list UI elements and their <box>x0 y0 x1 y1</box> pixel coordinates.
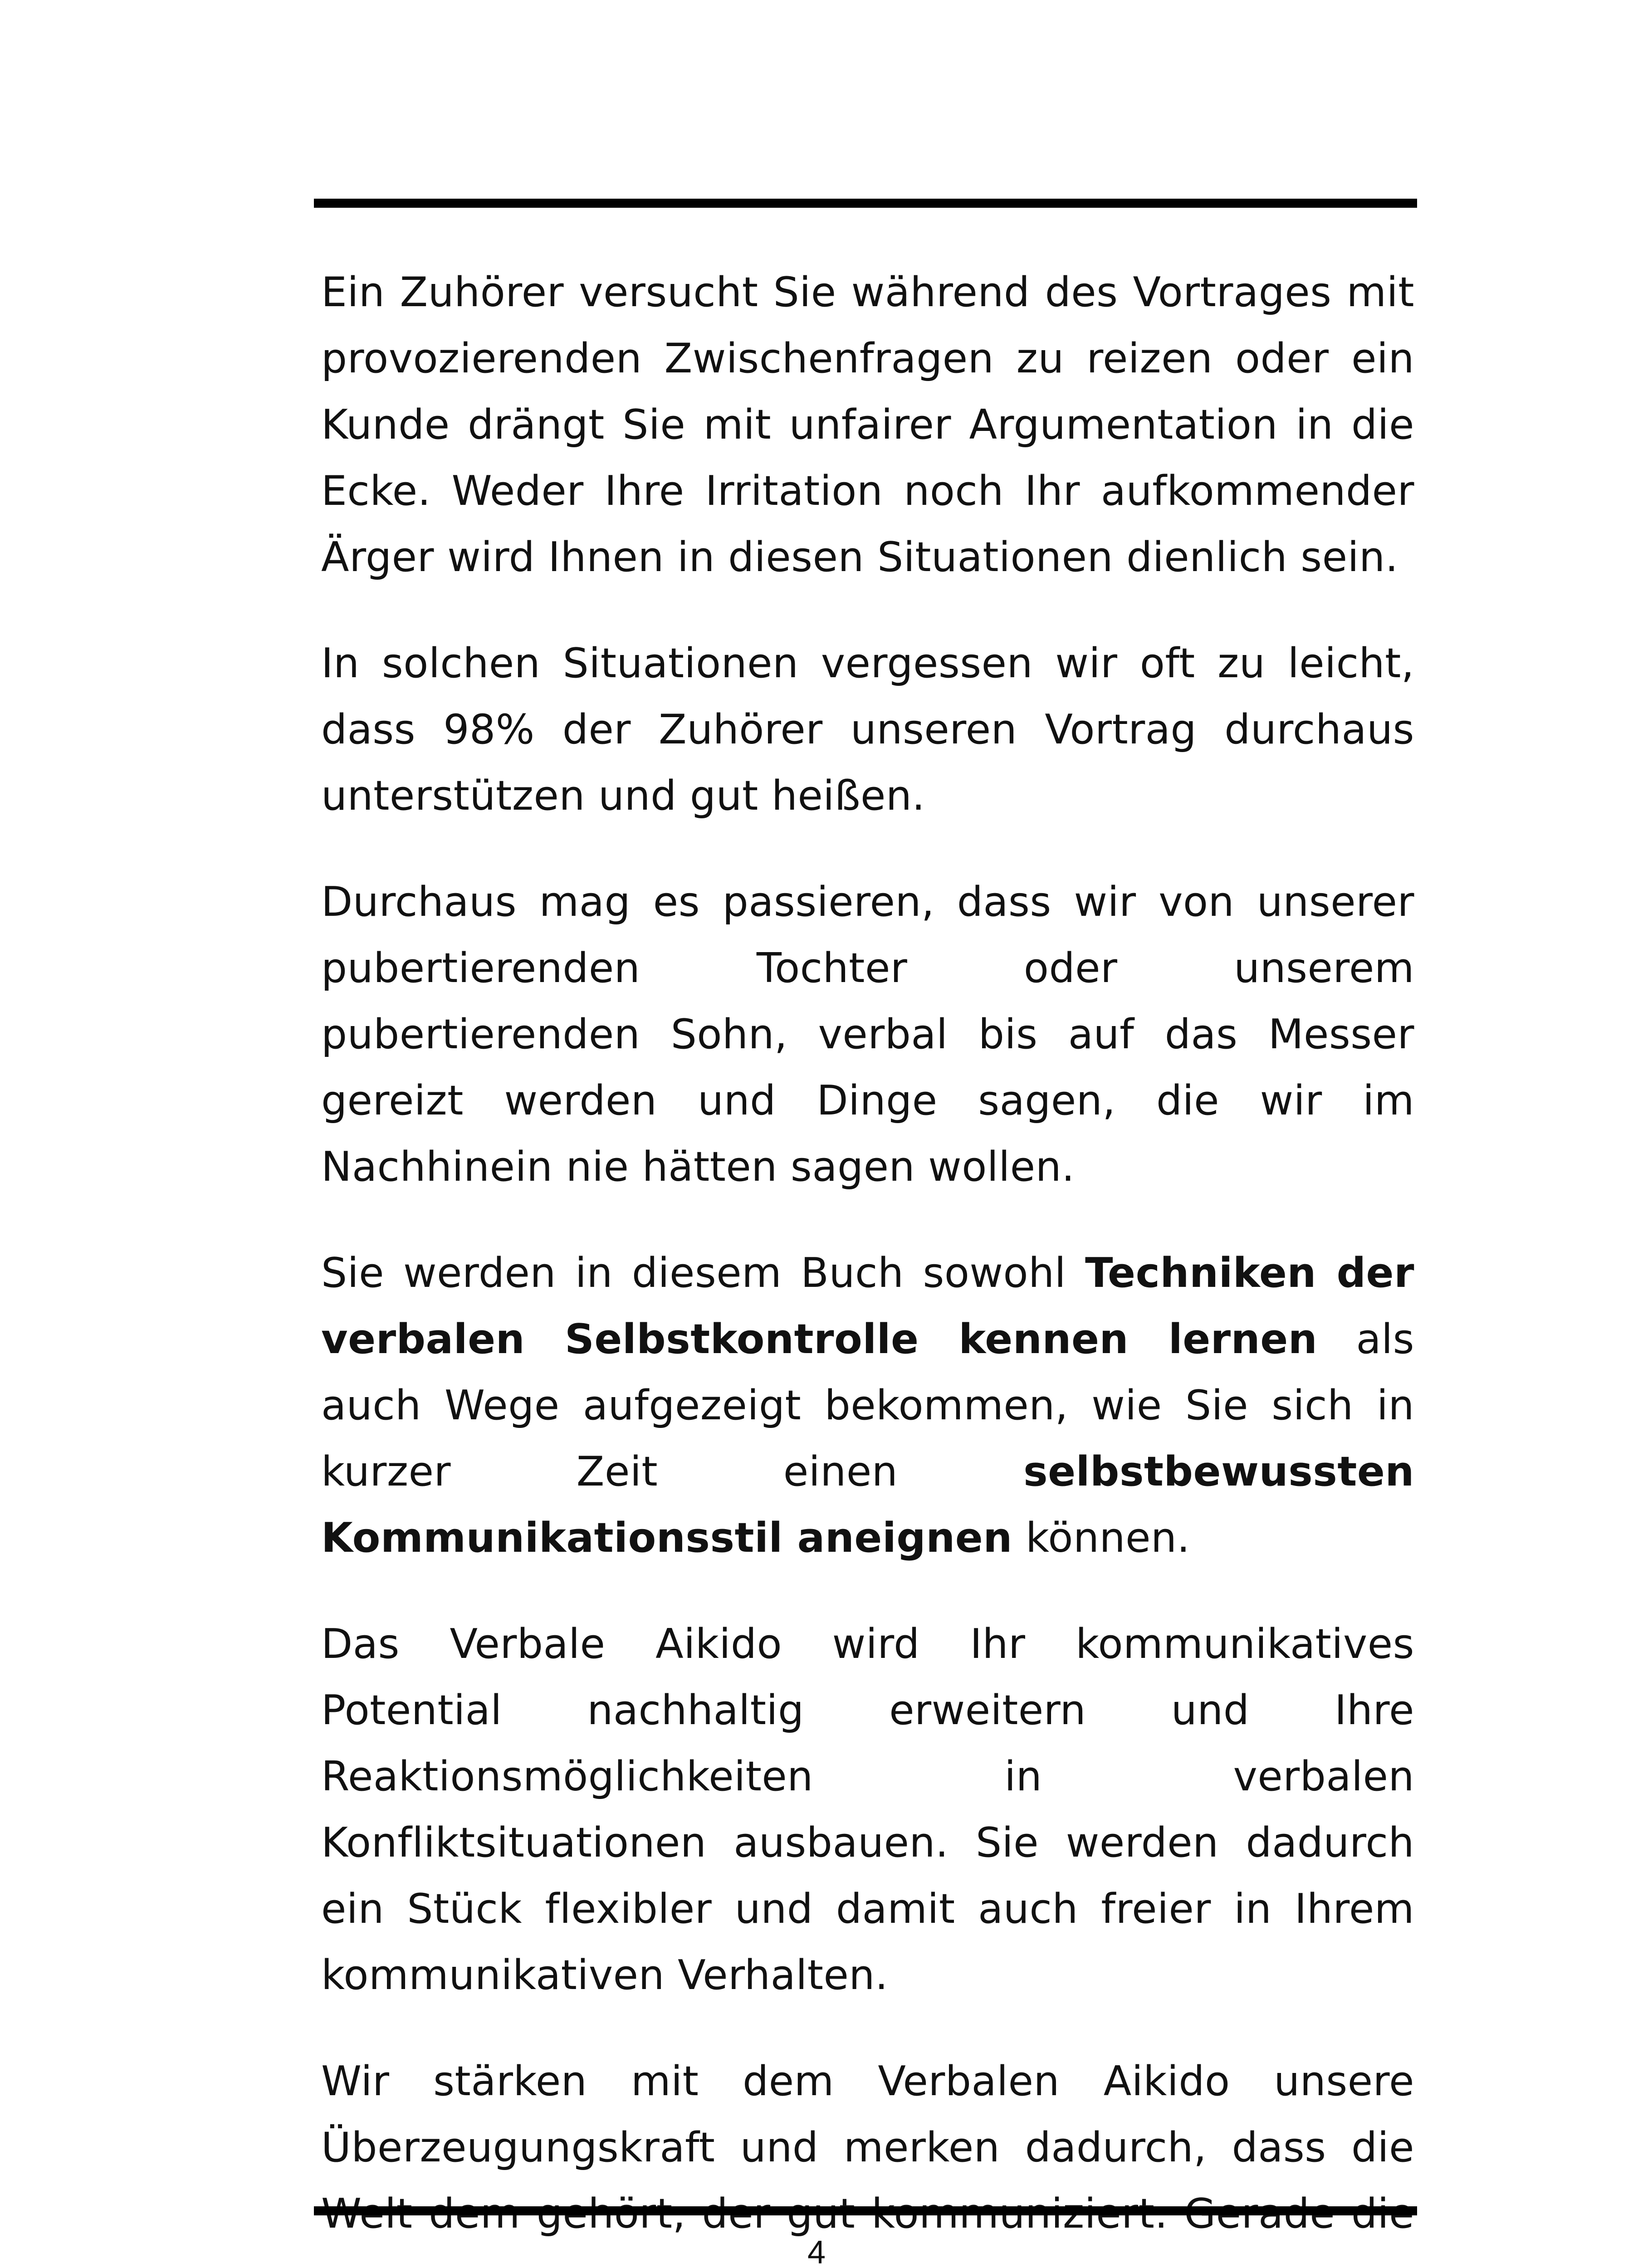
paragraph-6-text: Wir stärken mit dem Verbalen Aikido unsere Überzeugungskraft und merken dadurch, dass die <box>321 2058 1414 2171</box>
paragraph-4-text-end: können. <box>1012 1514 1190 1562</box>
paragraph-2 <box>321 631 1414 829</box>
paragraph-4-text-middle: als auch Wege aufgezeigt bekommen, wie Sie sich in kurzer Zeit einen <box>321 1315 1415 1496</box>
paragraph-6 <box>321 2048 1414 2247</box>
emphasis-techniques: Techniken der verbalen Selbstkontrolle kennen lernen <box>321 1249 1414 1363</box>
paragraph-4-text-start: Sie werden in diesem Buch sowohl <box>321 1249 1085 1297</box>
page-number: 4 <box>807 2234 826 2268</box>
paragraph-1-text: Ein Zuhörer versucht Sie während des Vortrages mit provozierenden Zwischenfragen zu reizen oder ein Kunde drängt Sie mit unfairer Argumentation in die Ecke. Weder Ihre Irritation noch Ihr aufkommender Ärger wird Ihnen in diesen Situationen dienlich sein. <box>321 269 1414 581</box>
page-body <box>321 259 1414 2268</box>
emphasis-communication-style: selbstbewussten Kommunikationsstil aneignen <box>321 1448 1414 1562</box>
paragraph-3-text: Durchaus mag es passieren, dass wir von unserer pubertierenden Tochter oder unserem pubertierenden Sohn, verbal bis auf das Messer gereizt werden und Dinge sagen, die wir im Nachhinein nie hätten sagen wollen. <box>321 878 1414 1191</box>
paragraph-1 <box>321 259 1414 591</box>
header-rule <box>314 199 1417 208</box>
paragraph-5 <box>321 1611 1414 2009</box>
paragraph-3 <box>321 869 1414 1200</box>
paragraph-5-text: Das Verbale Aikido wird Ihr kommunikatives Potential nachhaltig erweitern und Ihre Reaktionsmöglichkeiten in verbalen Konfliktsituationen ausbauen. Sie werden dadurch ein Stück flexibler und damit auch freier in Ihrem kommunikativen Verhalten. <box>321 1620 1414 1999</box>
footer-rule <box>314 2206 1417 2215</box>
paragraph-4 <box>321 1240 1414 1571</box>
paragraph-2-text: In solchen Situationen vergessen wir oft zu leicht, dass 98% der Zuhörer unseren Vortrag durchaus unterstützen und gut heißen. <box>321 640 1414 820</box>
